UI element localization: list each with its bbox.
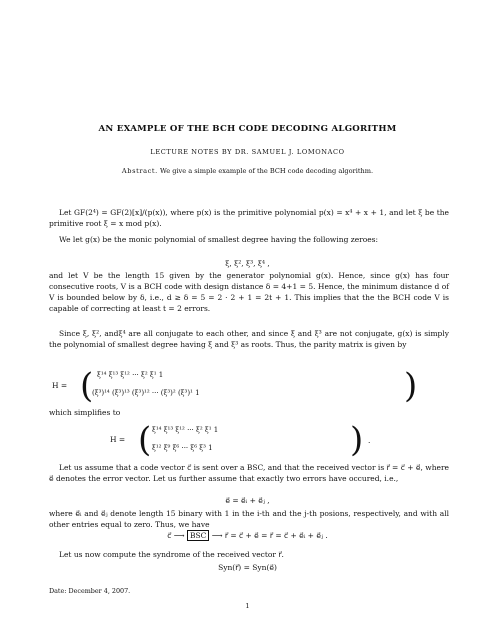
abstract-label: Abstract. (121, 167, 158, 175)
footnote-date: Date: December 4, 2007. (49, 587, 131, 595)
left-paren: ( (138, 420, 152, 460)
simplifies-text: which simplifies to (49, 408, 121, 417)
paragraph-conjugates: Since ξ, ξ², andξ⁴ are all conjugate to each other, and since ξ and ξ³ are not conjugate, g(x) is simply the polynomial of smallest degree having ξ and ξ³ as roots. Thus, the parity matrix is given by (49, 329, 449, 349)
channel-input: c⃗ ⟶ (167, 531, 185, 540)
paragraph-definition: Let GF(2⁴) = GF(2)[x]/(p(x)), where p(x) is the primitive polynomial p(x) = x⁴ + x + 1, and let ξ be the primitive root ξ = x mod p(x). (49, 208, 449, 228)
equation-zeroes: ξ, ξ², ξ³, ξ⁴ , (225, 259, 270, 268)
matrix-row-1: ξ¹⁴ ξ¹³ ξ¹² ··· ξ² ξ¹ 1 (152, 426, 219, 434)
paragraph-zeroes: We let g(x) be the monic polynomial of smallest degree having the following zeroes: (59, 235, 379, 244)
equation-syndrome: Syn(r⃗) = Syn(e⃗) (218, 563, 277, 572)
right-paren: ) (350, 420, 364, 460)
paragraph-syndrome: Let us now compute the syndrome of the received vector r⃗. (59, 550, 284, 559)
equation-error-vector: e⃗ = e⃗ᵢ + e⃗ⱼ , (225, 496, 270, 505)
left-paren: ( (80, 366, 94, 406)
parity-matrix (52, 366, 418, 409)
matrix-label: H = (52, 381, 68, 390)
matrix-row-2: (ξ³)¹⁴ (ξ³)¹³ (ξ³)¹² ··· (ξ³)² (ξ³)¹ 1 (92, 389, 200, 397)
matrix-row-1: ξ¹⁴ ξ¹³ ξ¹² ··· ξ² ξ¹ 1 (97, 371, 164, 379)
simplified-parity-matrix (110, 420, 400, 462)
paragraph-error-positions: where e⃗ᵢ and e⃗ⱼ denote length 15 binary with 1 in the i-th and the j-th posions, respectively, and with all other entries equal to zero. Thus, we have (49, 509, 449, 529)
right-paren: ) (404, 366, 418, 406)
abstract-text: We give a simple example of the BCH code decoding algorithm. (159, 167, 374, 175)
document-title: AN EXAMPLE OF THE BCH CODE DECODING ALGORITHM (98, 124, 397, 134)
equation-channel (0, 531, 495, 540)
paragraph-error-assumption: Let us assume that a code vector c⃗ is sent over a BSC, and that the received vector is r⃗ = c⃗ + e⃗, where e⃗ denotes the error vector. Let us further assume that exactly two errors have occured, i.e., (49, 463, 449, 483)
paragraph-bch-code: and let V be the length 15 given by the generator polynomial g(x). Hence, since g(x) has four consecutive roots, V is a BCH code with design distance δ = 4+1 = 5. Hence, the minimum distance d of V is bounded below by δ, i.e., d ≥ δ = 5 = 2 · 2 + 1 = 2t + 1. This implies that the the BCH code V is capable of correcting at least t = 2 errors. (49, 271, 449, 313)
page-number: 1 (245, 602, 250, 610)
matrix-label: H = (110, 435, 126, 444)
author-line: LECTURE NOTES BY DR. SAMUEL J. LOMONACO (150, 148, 345, 156)
bsc-box: BSC (187, 530, 209, 541)
abstract (0, 167, 495, 175)
matrix-period: . (368, 436, 371, 445)
matrix-row-2: ξ¹² ξ⁹ ξ⁶ ··· ξ⁶ ξ³ 1 (152, 444, 213, 452)
channel-output: ⟶ r⃗ = c⃗ + e⃗ = r⃗ = c⃗ + e⃗ᵢ + e⃗ⱼ . (211, 531, 328, 540)
